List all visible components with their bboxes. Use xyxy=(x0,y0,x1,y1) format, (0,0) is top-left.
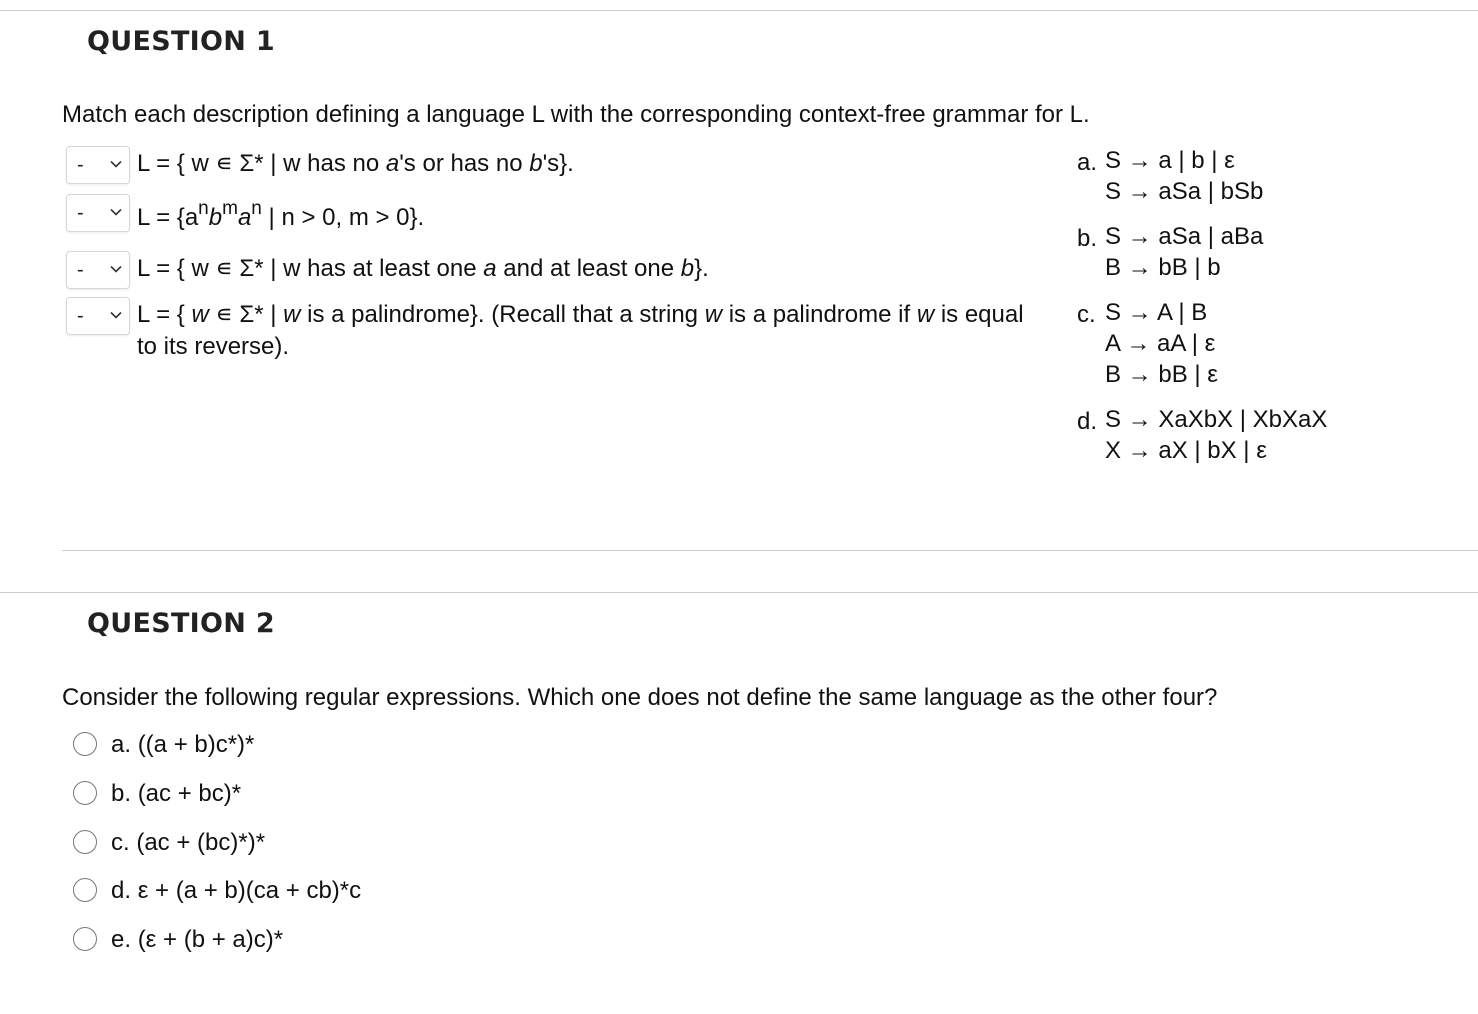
question-1-bottom-divider xyxy=(62,550,1478,551)
grammar-rule: B → bB | ε xyxy=(1105,361,1218,388)
radio-button[interactable] xyxy=(73,878,97,902)
question-2-top-divider xyxy=(0,592,1478,593)
match-select-4[interactable] xyxy=(66,297,130,335)
top-divider xyxy=(0,10,1478,11)
match-select-3[interactable] xyxy=(66,251,130,289)
grammar-rule: S → a | b | ε xyxy=(1105,147,1235,174)
match-row-3 xyxy=(66,251,1056,291)
grammar-letter: a. xyxy=(1077,149,1098,176)
chevron-down-icon xyxy=(109,262,123,276)
match-description-2: $L = \{a^nb^ma^n$ | n > 0, m > 0}. xyxy=(137,198,425,231)
chevron-down-icon xyxy=(109,308,123,322)
chevron-down-icon xyxy=(109,157,123,171)
question-1-title: QUESTION 1 xyxy=(87,26,275,57)
select-value: - xyxy=(77,154,84,176)
option-label: a. ((a + b)c*)* xyxy=(111,731,255,758)
radio-button[interactable] xyxy=(73,781,97,805)
match-row-2 xyxy=(66,194,1056,234)
match-description-1: L = { w ∊ Σ* | w has no a's or has no b's}. xyxy=(137,150,574,177)
grammar-rule: A → aA | ε xyxy=(1105,330,1216,357)
match-row-1 xyxy=(66,146,1056,186)
grammar-letter: b. xyxy=(1077,225,1098,252)
question-2-title: QUESTION 2 xyxy=(87,608,275,639)
match-select-2[interactable] xyxy=(66,194,130,232)
option-label: e. (ε + (b + a)c)* xyxy=(111,926,284,953)
chevron-down-icon xyxy=(109,205,123,219)
match-select-1[interactable] xyxy=(66,146,130,184)
radio-button[interactable] xyxy=(73,830,97,854)
grammar-rule: S → A | B xyxy=(1105,299,1208,326)
question-1-prompt: Match each description defining a language L with the corresponding context-free grammar for L. xyxy=(62,101,1090,128)
match-row-4 xyxy=(66,297,1056,367)
radio-button[interactable] xyxy=(73,927,97,951)
grammar-rule: B → bB | b xyxy=(1105,254,1221,281)
grammar-letter: d. xyxy=(1077,408,1098,435)
question-2-prompt: Consider the following regular expressions. Which one does not define the same language as the other four? xyxy=(62,684,1218,711)
grammar-letter: c. xyxy=(1077,301,1096,328)
grammar-rule: X → aX | bX | ε xyxy=(1105,437,1267,464)
grammar-rule: S → aSa | bSb xyxy=(1105,178,1264,205)
grammar-rule: S → XaXbX | XbXaX xyxy=(1105,406,1328,433)
option-label: b. (ac + bc)* xyxy=(111,780,242,807)
option-label: c. (ac + (bc)*)* xyxy=(111,829,266,856)
grammar-rule: S → aSa | aBa xyxy=(1105,223,1264,250)
select-value: - xyxy=(77,259,84,281)
radio-button[interactable] xyxy=(73,732,97,756)
select-value: - xyxy=(77,305,84,327)
match-description-3: L = { w ∊ Σ* | w has at least one a and at least one b}. xyxy=(137,255,709,282)
select-value: - xyxy=(77,202,84,224)
match-description-4: L = { w ∊ Σ* | w is a palindrome}. (Recall that a string w is a palindrome if w is equal to its reverse). xyxy=(137,301,1024,360)
option-label: d. ε + (a + b)(ca + cb)*c xyxy=(111,877,362,904)
